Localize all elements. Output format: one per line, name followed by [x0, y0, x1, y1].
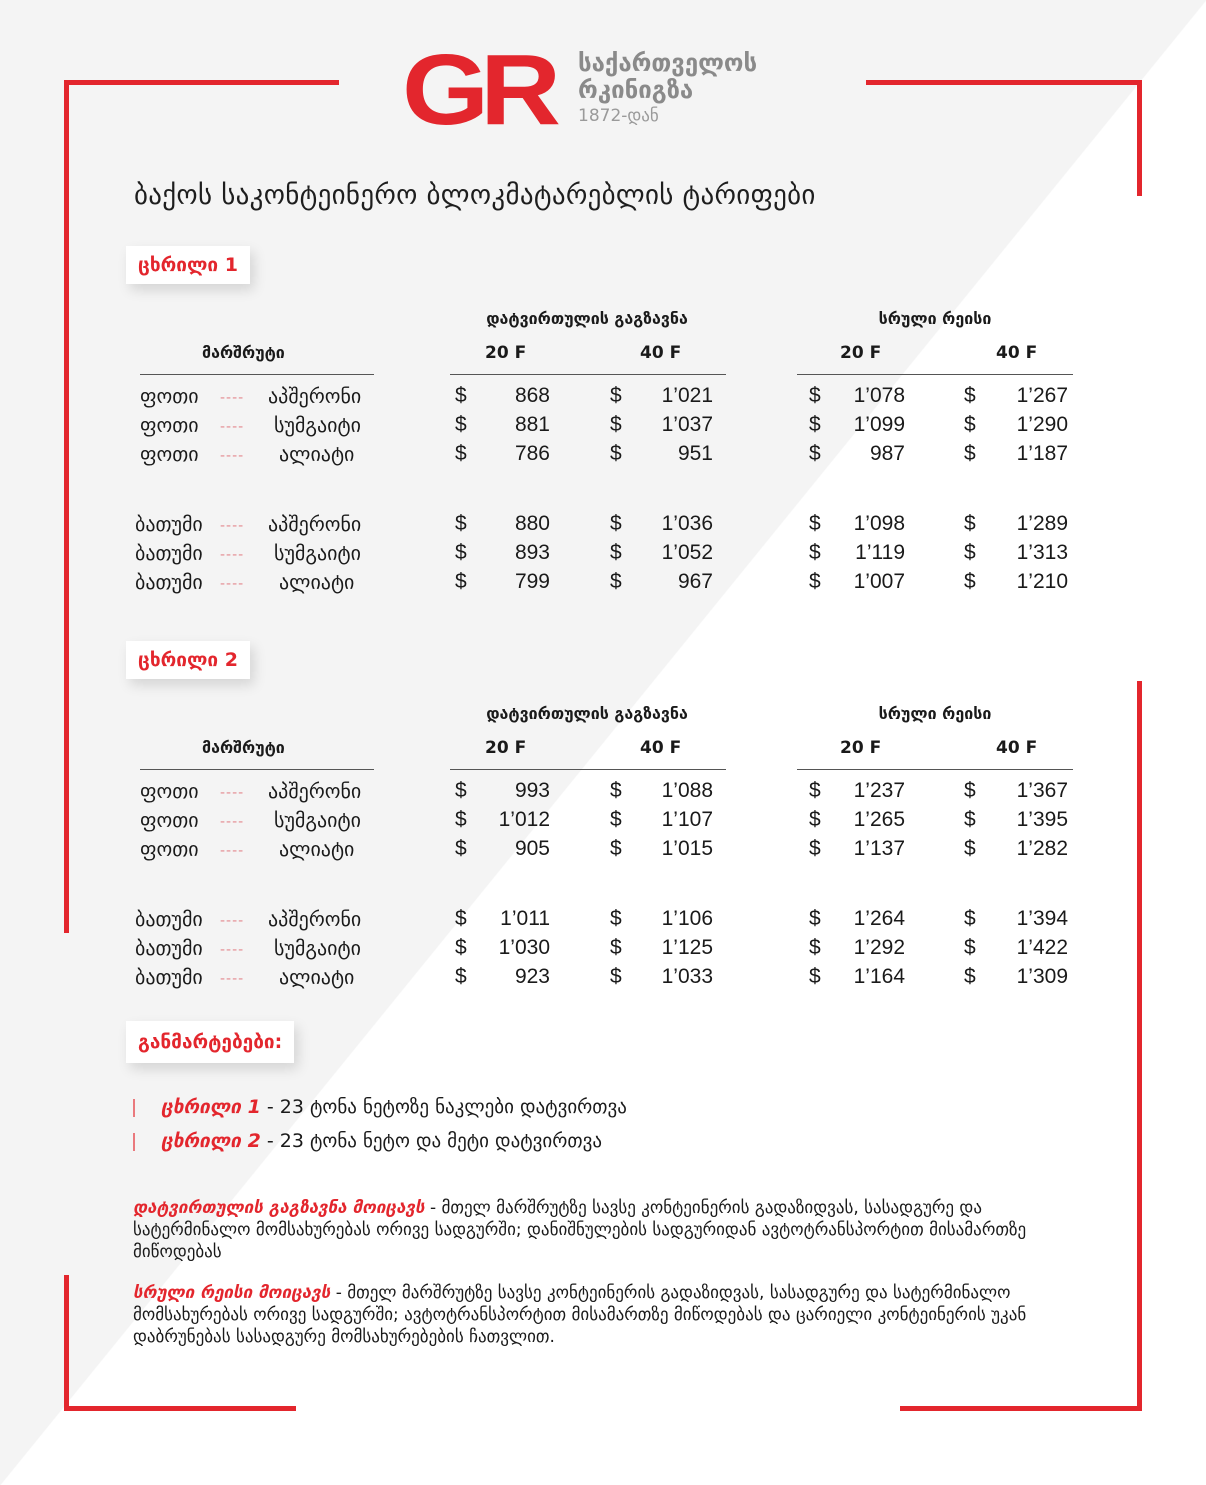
- table-row: [0, 413, 1206, 442]
- price-full-20: 1’098: [853, 512, 905, 535]
- route-destination: აპშერონი: [268, 512, 362, 536]
- table1-col-loaded-40: 40 F: [640, 343, 682, 363]
- currency: $: [610, 965, 622, 988]
- route-dash: ----: [220, 576, 245, 592]
- route-dash: ----: [220, 814, 245, 830]
- currency: $: [964, 808, 976, 831]
- table1-rule-route: [140, 374, 374, 375]
- price-full-20: 1’237: [853, 779, 905, 802]
- table-row: [0, 965, 1206, 994]
- definition-key: დატვირთულის გაგზავნა მოიცავს: [133, 1198, 425, 1218]
- currency: $: [809, 779, 821, 802]
- price-full-20: 1’264: [853, 907, 905, 930]
- note-item-table1: [133, 1096, 627, 1118]
- price-full-40: 1’267: [1016, 384, 1068, 407]
- price-loaded-40: 1’052: [661, 541, 713, 564]
- table2-tag: ცხრილი 2: [126, 641, 250, 679]
- route-dash: ----: [220, 843, 245, 859]
- currency: $: [610, 779, 622, 802]
- price-full-20: 1’292: [853, 936, 905, 959]
- route-origin: ფოთი: [140, 808, 199, 832]
- table1-col-full-20: 20 F: [840, 343, 882, 363]
- price-full-20: 987: [869, 442, 905, 465]
- price-full-20: 1’119: [855, 541, 905, 564]
- route-origin: ბათუმი: [135, 965, 203, 989]
- price-full-20: 1’078: [853, 384, 905, 407]
- route-destination: აპშერონი: [268, 779, 362, 803]
- definition-text: - მთელ მარშრუტზე სავსე კონტეინერის გადაზიდვას, სასადგურე და სატერმინალო მომსახურებას ორივე სადგურში; დანიშნულების სადგურიდან ავტოტრანსპორტით მისამართზე მიწოდებას: [133, 1198, 1027, 1262]
- frame-right-upper: [1137, 80, 1142, 196]
- definition-loaded-shipment: [133, 1197, 1083, 1263]
- price-full-40: 1’309: [1016, 965, 1068, 988]
- route-origin: ფოთი: [140, 442, 199, 466]
- frame-top-right: [866, 80, 1142, 85]
- route-origin: ფოთი: [140, 779, 199, 803]
- price-loaded-40: 1’015: [661, 837, 713, 860]
- currency: $: [964, 965, 976, 988]
- price-loaded-20: 880: [514, 512, 550, 535]
- currency: $: [455, 936, 467, 959]
- note-key: ცხრილი 2: [161, 1130, 261, 1152]
- note-item-table2: [133, 1130, 602, 1152]
- route-destination: სუმგაიტი: [274, 413, 361, 437]
- table1-col-loaded-20: 20 F: [485, 343, 527, 363]
- table2-rule-loaded: [450, 769, 726, 770]
- price-loaded-20: 868: [514, 384, 550, 407]
- currency: $: [809, 512, 821, 535]
- table-row: [0, 570, 1206, 599]
- price-full-20: 1’137: [853, 837, 905, 860]
- table1-route-header: მარშრუტი: [202, 343, 285, 362]
- route-origin: ფოთი: [140, 384, 199, 408]
- currency: $: [455, 808, 467, 831]
- currency: $: [964, 837, 976, 860]
- currency: $: [455, 384, 467, 407]
- currency: $: [610, 936, 622, 959]
- price-full-40: 1’290: [1016, 413, 1068, 436]
- page-title: ბაქოს საკონტეინერო ბლოკმატარებლის ტარიფები: [134, 180, 816, 211]
- currency: $: [455, 570, 467, 593]
- table2-col-full-40: 40 F: [996, 738, 1038, 758]
- price-full-20: 1’007: [853, 570, 905, 593]
- table-row: [0, 936, 1206, 965]
- price-full-40: 1’282: [1016, 837, 1068, 860]
- route-destination: სუმგაიტი: [274, 936, 361, 960]
- currency: $: [610, 384, 622, 407]
- currency: $: [964, 936, 976, 959]
- price-loaded-20: 893: [514, 541, 550, 564]
- price-full-40: 1’210: [1016, 570, 1068, 593]
- price-full-40: 1’394: [1016, 907, 1068, 930]
- table2-group-loaded: დატვირთულის გაგზავნა: [486, 704, 688, 723]
- table1-rule-loaded: [450, 374, 726, 375]
- price-full-40: 1’422: [1016, 936, 1068, 959]
- route-dash: ----: [220, 785, 245, 801]
- currency: $: [809, 541, 821, 564]
- table-row: [0, 512, 1206, 541]
- table2-col-full-20: 20 F: [840, 738, 882, 758]
- currency: $: [455, 413, 467, 436]
- currency: $: [964, 512, 976, 535]
- currency: $: [809, 808, 821, 831]
- route-origin: ფოთი: [140, 413, 199, 437]
- frame-left-lower: [64, 1275, 69, 1411]
- currency: $: [964, 907, 976, 930]
- brand-since: 1872-დან: [578, 106, 659, 126]
- frame-bottom-left: [64, 1406, 296, 1411]
- price-loaded-20: 993: [514, 779, 550, 802]
- currency: $: [964, 442, 976, 465]
- brand-text: [578, 50, 757, 128]
- currency: $: [610, 541, 622, 564]
- frame-top-left: [64, 80, 339, 85]
- currency: $: [610, 837, 622, 860]
- price-loaded-20: 1’011: [500, 907, 550, 930]
- price-loaded-40: 967: [677, 570, 713, 593]
- route-dash: ----: [220, 518, 245, 534]
- currency: $: [610, 512, 622, 535]
- price-full-40: 1’367: [1016, 779, 1068, 802]
- currency: $: [610, 413, 622, 436]
- currency: $: [809, 413, 821, 436]
- currency: $: [610, 907, 622, 930]
- frame-bottom-right: [900, 1406, 1142, 1411]
- price-loaded-40: 1’107: [661, 808, 713, 831]
- gr-logo-mark: GR: [402, 34, 553, 146]
- route-origin: ბათუმი: [135, 512, 203, 536]
- table1-col-full-40: 40 F: [996, 343, 1038, 363]
- price-loaded-40: 1’125: [661, 936, 713, 959]
- currency: $: [455, 442, 467, 465]
- table-row: [0, 384, 1206, 413]
- currency: $: [809, 442, 821, 465]
- note-bullet-bar: [133, 1133, 135, 1151]
- table2-rule-full: [797, 769, 1073, 770]
- table1-tag: ცხრილი 1: [126, 246, 250, 284]
- price-loaded-40: 1’106: [661, 907, 713, 930]
- route-dash: ----: [220, 942, 245, 958]
- definition-key: სრული რეისი მოიცავს: [133, 1283, 331, 1303]
- price-loaded-20: 905: [514, 837, 550, 860]
- table-row: [0, 779, 1206, 808]
- currency: $: [610, 570, 622, 593]
- table2-col-loaded-40: 40 F: [640, 738, 682, 758]
- notes-tag: განმარტებები:: [126, 1021, 294, 1063]
- price-loaded-20: 1’030: [498, 936, 550, 959]
- price-loaded-40: 1’021: [661, 384, 713, 407]
- price-loaded-40: 1’036: [661, 512, 713, 535]
- definition-full-trip: [133, 1282, 1083, 1348]
- table-row: [0, 907, 1206, 936]
- route-origin: ბათუმი: [135, 570, 203, 594]
- table-row: [0, 837, 1206, 866]
- brand-name-line2: რკინიგზა: [578, 76, 694, 104]
- currency: $: [964, 413, 976, 436]
- route-dash: ----: [220, 971, 245, 987]
- currency: $: [610, 442, 622, 465]
- route-destination: სუმგაიტი: [274, 541, 361, 565]
- note-text: - 23 ტონა ნეტო და მეტი დატვირთვა: [260, 1130, 602, 1152]
- currency: $: [964, 384, 976, 407]
- currency: $: [455, 541, 467, 564]
- price-full-40: 1’187: [1016, 442, 1068, 465]
- route-dash: ----: [220, 547, 245, 563]
- table1-group-loaded: დატვირთულის გაგზავნა: [486, 309, 688, 328]
- currency: $: [455, 779, 467, 802]
- route-origin: ბათუმი: [135, 541, 203, 565]
- table2-rule-route: [140, 769, 374, 770]
- currency: $: [809, 936, 821, 959]
- route-dash: ----: [220, 448, 245, 464]
- price-loaded-40: 951: [677, 442, 713, 465]
- price-loaded-40: 1’033: [661, 965, 713, 988]
- currency: $: [809, 907, 821, 930]
- price-loaded-40: 1’037: [661, 413, 713, 436]
- route-destination: ალიატი: [279, 570, 355, 594]
- brand-logo: [402, 34, 758, 146]
- table-row: [0, 541, 1206, 570]
- note-key: ცხრილი 1: [161, 1096, 261, 1118]
- currency: $: [964, 541, 976, 564]
- route-destination: ალიატი: [279, 442, 355, 466]
- route-dash: ----: [220, 419, 245, 435]
- table-row: [0, 442, 1206, 471]
- note-bullet-bar: [133, 1099, 135, 1117]
- table1-rule-full: [797, 374, 1073, 375]
- route-destination: ალიატი: [279, 965, 355, 989]
- currency: $: [809, 965, 821, 988]
- currency: $: [964, 779, 976, 802]
- currency: $: [809, 837, 821, 860]
- currency: $: [964, 570, 976, 593]
- route-origin: ფოთი: [140, 837, 199, 861]
- price-loaded-40: 1’088: [661, 779, 713, 802]
- price-full-40: 1’313: [1016, 541, 1068, 564]
- price-full-20: 1’099: [853, 413, 905, 436]
- route-destination: ალიატი: [279, 837, 355, 861]
- price-loaded-20: 923: [514, 965, 550, 988]
- currency: $: [610, 808, 622, 831]
- route-destination: სუმგაიტი: [274, 808, 361, 832]
- price-full-20: 1’265: [853, 808, 905, 831]
- price-full-40: 1’289: [1016, 512, 1068, 535]
- route-destination: აპშერონი: [268, 907, 362, 931]
- route-origin: ბათუმი: [135, 907, 203, 931]
- currency: $: [809, 570, 821, 593]
- table-row: [0, 808, 1206, 837]
- definition-text: - მთელ მარშრუტზე სავსე კონტეინერის გადაზიდვას, სასადგურე და სატერმინალო მომსახურებას ორივე სადგურში; ავტოტრანსპორტით მისამართზე მიწოდებას და ცარიელი კონტეინერის უკან დაბრუნებას სასადგურე მომსახურებების ჩათვლით.: [133, 1283, 1027, 1347]
- price-full-40: 1’395: [1016, 808, 1068, 831]
- currency: $: [455, 837, 467, 860]
- currency: $: [455, 907, 467, 930]
- price-loaded-20: 881: [514, 413, 550, 436]
- price-loaded-20: 1’012: [498, 808, 550, 831]
- note-text: - 23 ტონა ნეტოზე ნაკლები დატვირთვა: [260, 1096, 627, 1118]
- table1-group-full: სრული რეისი: [878, 309, 992, 328]
- currency: $: [455, 512, 467, 535]
- brand-name-line1: საქართველოს: [578, 49, 758, 77]
- table2-route-header: მარშრუტი: [202, 738, 285, 757]
- price-loaded-20: 786: [514, 442, 550, 465]
- table2-group-full: სრული რეისი: [878, 704, 992, 723]
- route-origin: ბათუმი: [135, 936, 203, 960]
- currency: $: [455, 965, 467, 988]
- price-loaded-20: 799: [514, 570, 550, 593]
- price-full-20: 1’164: [853, 965, 905, 988]
- currency: $: [809, 384, 821, 407]
- route-dash: ----: [220, 390, 245, 406]
- table2-col-loaded-20: 20 F: [485, 738, 527, 758]
- route-dash: ----: [220, 913, 245, 929]
- route-destination: აპშერონი: [268, 384, 362, 408]
